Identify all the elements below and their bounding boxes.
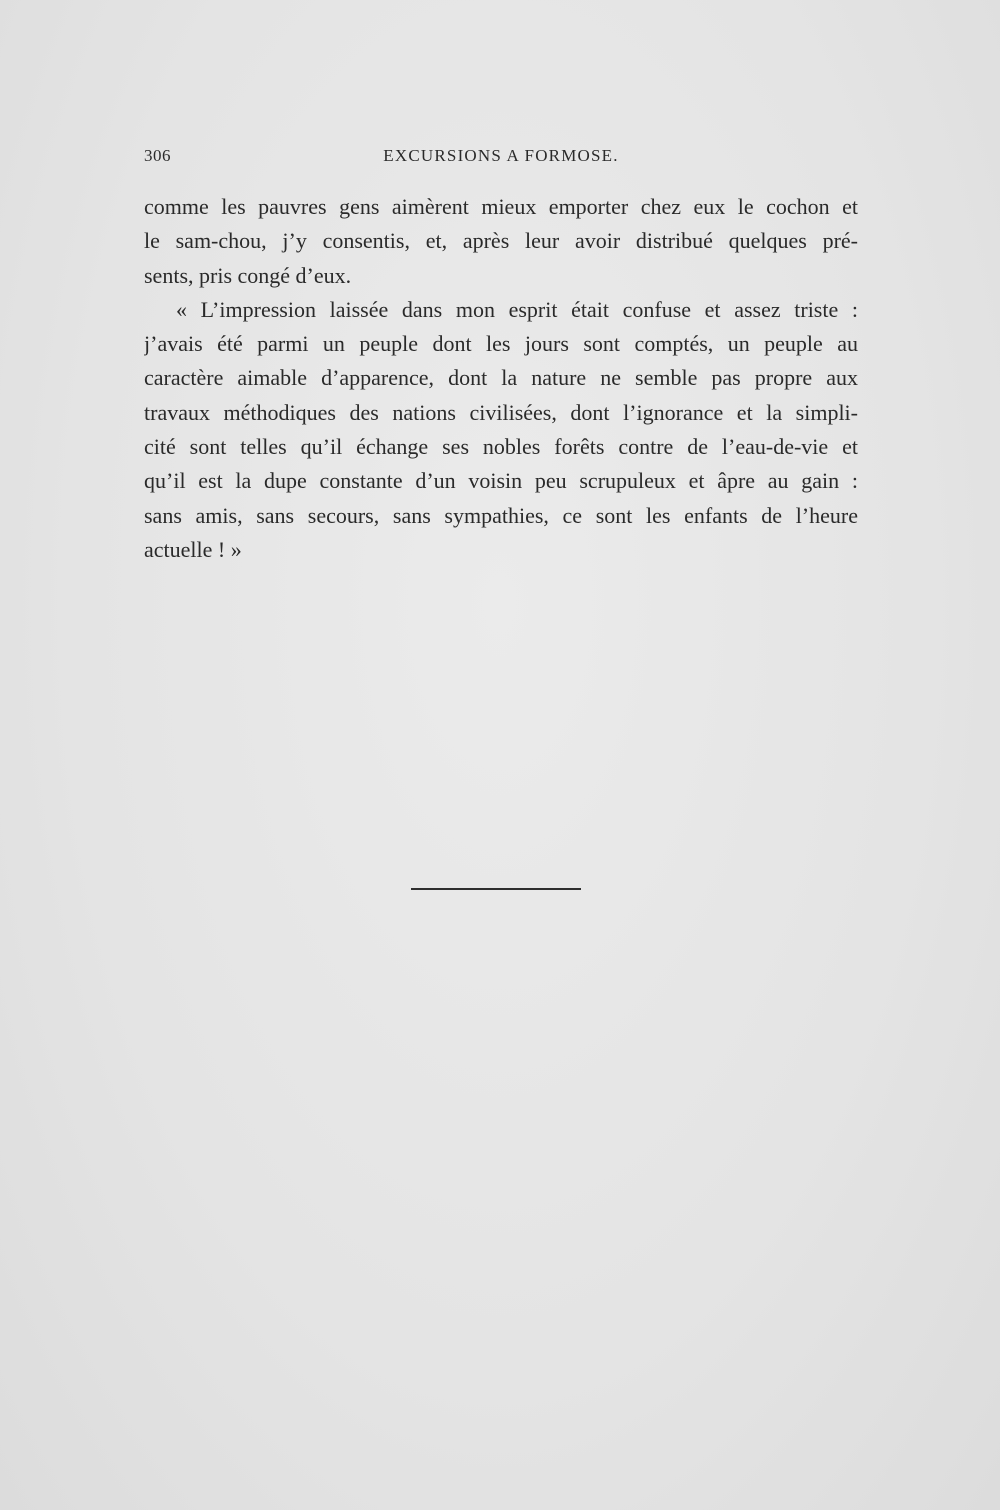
chapter-end-rule [411,888,581,890]
text-line: caractère aimable d’apparence, dont la nature ne semble pas propre aux [144,365,858,391]
text-line: actuelle ! » [144,536,242,562]
text-line: cité sont telles qu’il échange ses nobles forêts contre de l’eau-de-vie et [144,434,858,460]
text-line: sans amis, sans secours, sans sympathies, ce sont les enfants de l’heure [144,502,858,528]
text-line: comme les pauvres gens aimèrent mieux emporter chez eux le cochon et [144,194,858,219]
body-text [144,190,858,567]
running-head [144,146,858,170]
text-line: qu’il est la dupe constante d’un voisin peu scrupuleux et âpre au gain : [144,468,858,494]
text-line: le sam-chou, j’y consentis, et, après leur avoir distribué quelques pré- [144,228,858,254]
text-line: j’avais été parmi un peuple dont les jours sont comptés, un peuple au [144,331,858,357]
page-number: 306 [144,146,171,165]
paragraph-first-line: « L’impression laissée dans mon esprit était confuse et assez triste : [176,296,858,322]
text-line: sents, pris congé d’eux. [144,262,352,288]
running-title: EXCURSIONS A FORMOSE. [383,146,619,165]
text-line: travaux méthodiques des nations civilisées, dont l’ignorance et la simpli- [144,399,858,425]
